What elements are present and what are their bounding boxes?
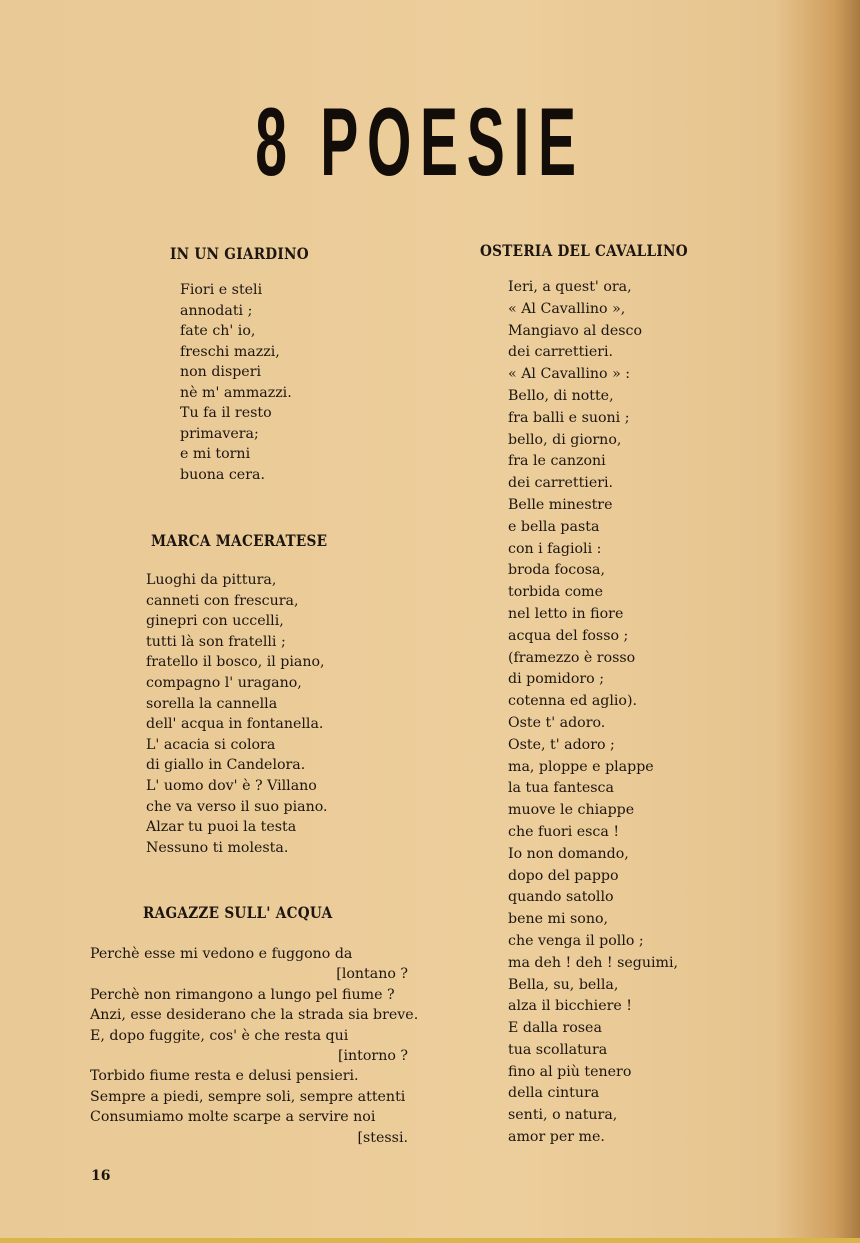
poem-line: dell' acqua in fontanella. (146, 716, 324, 733)
poem-line: Oste, t' adoro ; (508, 736, 615, 753)
poem-line: alza il bicchiere ! (508, 998, 632, 1015)
poem-line: Belle minestre (508, 496, 613, 513)
poem-line: bello, di giorno, (508, 431, 622, 448)
poem-line: E, dopo fuggite, cos' è che resta qui (90, 1027, 349, 1044)
poem-line: Ieri, a quest' ora, (508, 279, 632, 295)
poem-line: Anzi, esse desiderano che la strada sia breve. (90, 1007, 419, 1024)
poem-line: Oste t' adoro. (508, 714, 606, 731)
poem-line: Torbido fiume resta e delusi pensieri. (90, 1068, 359, 1085)
poem-line: [lontano ? (336, 966, 408, 983)
poem-line: che venga il pollo ; (508, 932, 644, 949)
poem-line: quando satollo (508, 889, 614, 906)
poem-in-un-giardino (180, 282, 292, 487)
poem-line: Nessuno ti molesta. (146, 839, 289, 856)
poem-line: con i fagioli : (508, 540, 602, 557)
poem-line: tutti là son fratelli ; (146, 633, 286, 650)
poem-heading-marca-maceratese: MARCA MACERATESE (151, 531, 328, 550)
poem-line: Mangiavo al desco (508, 322, 643, 339)
poem-line: fratello il bosco, il piano, (146, 654, 325, 671)
poem-marca-maceratese (146, 572, 328, 860)
poem-line: Bello, di notte, (508, 387, 614, 404)
poem-line: fra le canzoni (508, 453, 606, 470)
poem-line: Alzar tu puoi la testa (146, 819, 297, 836)
poem-line: non disperi (180, 364, 262, 380)
poem-line: [stessi. (357, 1129, 408, 1146)
poem-line: L' acacia si colora (146, 736, 276, 753)
poem-line: di giallo in Candelora. (146, 757, 306, 774)
poem-line: tua scollatura (508, 1041, 608, 1058)
poem-line: cotenna ed aglio). (508, 693, 638, 710)
poem-line: [intorno ? (337, 1047, 408, 1064)
poem-line: ma, ploppe e plappe (508, 758, 654, 775)
poem-line: Sempre a piedi, sempre soli, sempre attenti (90, 1088, 406, 1105)
poem-line: fra balli e suoni ; (508, 409, 630, 426)
poem-line: di pomidoro ; (508, 671, 604, 688)
poem-heading-in-un-giardino: IN UN GIARDINO (170, 244, 309, 263)
poem-line: (framezzo è rosso (508, 649, 636, 666)
poem-line: Perchè non rimangono a lungo pel fiume ? (90, 986, 395, 1003)
poem-line: bene mi sono, (508, 911, 609, 928)
poem-line: acqua del fosso ; (508, 627, 629, 644)
poem-line: fino al più tenero (508, 1063, 632, 1080)
poem-line: « Al Cavallino » : (508, 366, 631, 383)
poem-line: canneti con frescura, (146, 592, 299, 609)
poem-line: ma deh ! deh ! seguimi, (508, 954, 679, 971)
poem-heading-ragazze-sull-acqua: RAGAZZE SULL' ACQUA (143, 903, 333, 922)
poem-line: fate ch' io, (180, 323, 256, 339)
poem-line: Perchè esse mi vedono e fuggono da (90, 946, 353, 962)
poem-line: primavera; (180, 425, 259, 442)
poem-line: dopo del pappo (508, 867, 619, 884)
poem-line: « Al Cavallino », (508, 300, 626, 317)
poem-line: che va verso il suo piano. (146, 798, 328, 815)
poem-line: e bella pasta (508, 518, 600, 535)
poem-line: muove le chiappe (508, 802, 635, 819)
poem-osteria-del-cavallino (508, 279, 678, 1151)
poem-line: compagno l' uragano, (146, 674, 302, 691)
poem-line: la tua fantesca (508, 780, 614, 797)
poem-line: nel letto in fiore (508, 605, 624, 622)
poem-line: Io non domando, (508, 845, 629, 862)
poem-line: L' uomo dov' è ? Villano (146, 777, 317, 794)
poem-line: torbida come (508, 584, 604, 601)
poem-line: Bella, su, bella, (508, 976, 619, 993)
poem-line: Fiori e steli (180, 282, 263, 298)
poem-line: della cintura (508, 1085, 600, 1102)
poem-line: Tu fa il resto (180, 405, 272, 421)
poem-line: buona cera. (180, 466, 265, 483)
poem-line: freschi mazzi, (180, 343, 280, 360)
poem-line: nè m' ammazzi. (180, 384, 292, 401)
page-title: 8 POESIE (255, 89, 585, 197)
poem-line: dei carrettieri. (508, 475, 614, 492)
poem-line: E dalla rosea (508, 1020, 602, 1037)
poem-line: annodati ; (180, 302, 253, 319)
poem-line: amor per me. (508, 1129, 605, 1146)
poem-ragazze-sull-acqua (90, 946, 419, 1150)
page-edge (0, 1238, 860, 1243)
page-number: 16 (91, 1168, 111, 1184)
poem-line: senti, o natura, (508, 1107, 618, 1124)
poem-line: ginepri con uccelli, (146, 613, 284, 630)
poem-line: Luoghi da pittura, (146, 572, 277, 588)
poem-heading-osteria-del-cavallino: OSTERIA DEL CAVALLINO (480, 241, 688, 260)
poem-line: dei carrettieri. (508, 344, 614, 361)
poem-line: che fuori esca ! (508, 823, 620, 840)
poem-line: Consumiamo molte scarpe a servire noi (90, 1109, 376, 1126)
poem-line: sorella la cannella (146, 695, 278, 712)
poem-line: broda focosa, (508, 562, 605, 579)
poem-line: e mi torni (180, 446, 251, 462)
